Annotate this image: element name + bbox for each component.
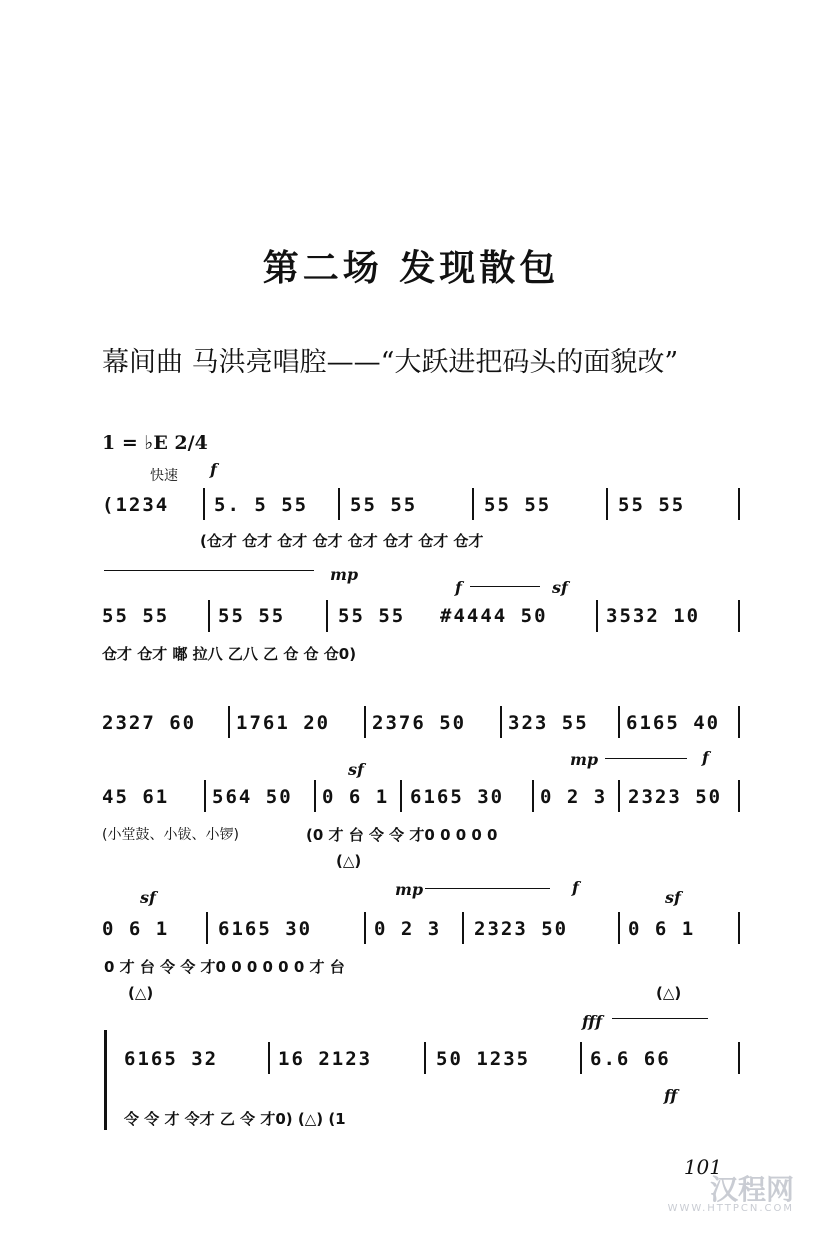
dynamic-marking: f <box>455 578 462 597</box>
bar-line <box>596 600 598 632</box>
percussion-instruments-note: (小堂鼓、小钹、小锣) <box>102 827 239 843</box>
note-group: 50 1235 <box>436 1048 531 1070</box>
note-group: 5. 5 55 <box>214 494 309 516</box>
bar-line <box>338 488 340 520</box>
note-group: 0 2 3 <box>540 786 608 808</box>
key-signature: 1 = ♭E 2/4 <box>102 432 208 454</box>
dynamic-marking: f <box>572 878 579 897</box>
bar-line <box>618 706 620 738</box>
bar-line <box>364 706 366 738</box>
note-group: 2376 50 <box>372 712 467 734</box>
note-group: 3532 10 <box>606 605 701 627</box>
note-group: 55 55 <box>350 494 418 516</box>
dynamic-marking: sf <box>348 760 364 779</box>
bar-line <box>314 780 316 812</box>
dynamic-marking: sf <box>665 888 681 907</box>
bar-line <box>472 488 474 520</box>
page-number: 101 <box>683 1155 722 1179</box>
note-group: 0 6 1 <box>628 918 696 940</box>
percussion-line: (仓才 仓才 仓才 仓才 仓才 仓才 仓才 仓才 <box>200 532 484 550</box>
note-group: 6165 40 <box>626 712 721 734</box>
bar-line <box>208 600 210 632</box>
note-group: 0 2 3 <box>374 918 442 940</box>
bar-line <box>738 780 740 812</box>
note-group: 55 55 <box>618 494 686 516</box>
note-group: 2327 60 <box>102 712 197 734</box>
note-group: 16 2123 <box>278 1048 373 1070</box>
triangle-mark: (△) <box>128 984 154 1002</box>
dynamic-marking: mp <box>330 565 359 584</box>
tempo-marking: 快速 <box>150 468 178 484</box>
hairpin <box>425 888 550 889</box>
note-group: 0 6 1 <box>102 918 170 940</box>
percussion-line: 0 才 台 令 令 才0 0 0 0 0 0 才 台 <box>104 958 345 976</box>
bar-line <box>462 912 464 944</box>
page-subtitle: 幕间曲 马洪亮唱腔——“大跃进把码头的面貌改” <box>102 347 679 378</box>
bar-line <box>326 600 328 632</box>
dynamic-marking: sf <box>552 578 568 597</box>
percussion-line: 令 令 才 令才 乙 令 才0) (△) (1 <box>124 1110 346 1128</box>
bar-line <box>580 1042 582 1074</box>
hairpin <box>612 1018 708 1019</box>
note-group: #4444 50 <box>440 605 548 627</box>
note-group: 564 50 <box>212 786 293 808</box>
note-group: 6165 32 <box>124 1048 219 1070</box>
bar-line <box>268 1042 270 1074</box>
bar-line <box>618 912 620 944</box>
note-group: 6165 30 <box>218 918 313 940</box>
page-title: 第二场 发现散包 <box>262 247 560 289</box>
note-group: 6165 30 <box>410 786 505 808</box>
note-group: 2323 50 <box>474 918 569 940</box>
dynamic-marking: fff <box>582 1012 603 1031</box>
note-group: 55 55 <box>484 494 552 516</box>
bar-line <box>204 780 206 812</box>
percussion-line: 仓才 仓才 嘟 拉八 乙八 乙 仓 仓 仓0) <box>102 645 357 663</box>
triangle-mark: (△) <box>656 984 682 1002</box>
bar-line <box>500 706 502 738</box>
dynamic-marking: f <box>210 460 217 479</box>
bar-line <box>738 706 740 738</box>
watermark-logo: 汉程网 <box>709 1173 794 1206</box>
dynamic-marking: f <box>702 748 709 767</box>
bar-line <box>738 600 740 632</box>
triangle-mark: (△) <box>336 852 362 870</box>
note-group: 6.6 66 <box>590 1048 671 1070</box>
bar-line <box>618 780 620 812</box>
bar-line <box>228 706 230 738</box>
note-group: 55 55 <box>102 605 170 627</box>
bar-line <box>424 1042 426 1074</box>
watermark-url: WWW.HTTPCN.COM <box>667 1203 794 1214</box>
note-group: 55 55 <box>218 605 286 627</box>
note-group: 1761 20 <box>236 712 331 734</box>
hairpin <box>104 570 314 571</box>
bar-line <box>364 912 366 944</box>
note-group: 2323 50 <box>628 786 723 808</box>
note-group: 0 6 1 <box>322 786 390 808</box>
note-group: (1234 <box>102 494 170 516</box>
note-group: 323 55 <box>508 712 589 734</box>
dynamic-marking: mp <box>395 880 424 899</box>
note-group: 45 61 <box>102 786 170 808</box>
bar-line <box>738 1042 740 1074</box>
bar-line <box>400 780 402 812</box>
dynamic-marking: mp <box>570 750 599 769</box>
hairpin <box>470 586 540 587</box>
note-group: 55 55 <box>338 605 406 627</box>
bar-line <box>606 488 608 520</box>
bar-line <box>738 488 740 520</box>
hairpin <box>605 758 687 759</box>
dynamic-marking: ff <box>664 1086 678 1105</box>
bar-line <box>532 780 534 812</box>
bar-line <box>203 488 205 520</box>
bar-line <box>206 912 208 944</box>
percussion-line: (0 才 台 令 令 才0 0 0 0 0 <box>306 826 498 844</box>
bar-line <box>738 912 740 944</box>
dynamic-marking: sf <box>140 888 156 907</box>
system-bracket <box>104 1030 107 1130</box>
